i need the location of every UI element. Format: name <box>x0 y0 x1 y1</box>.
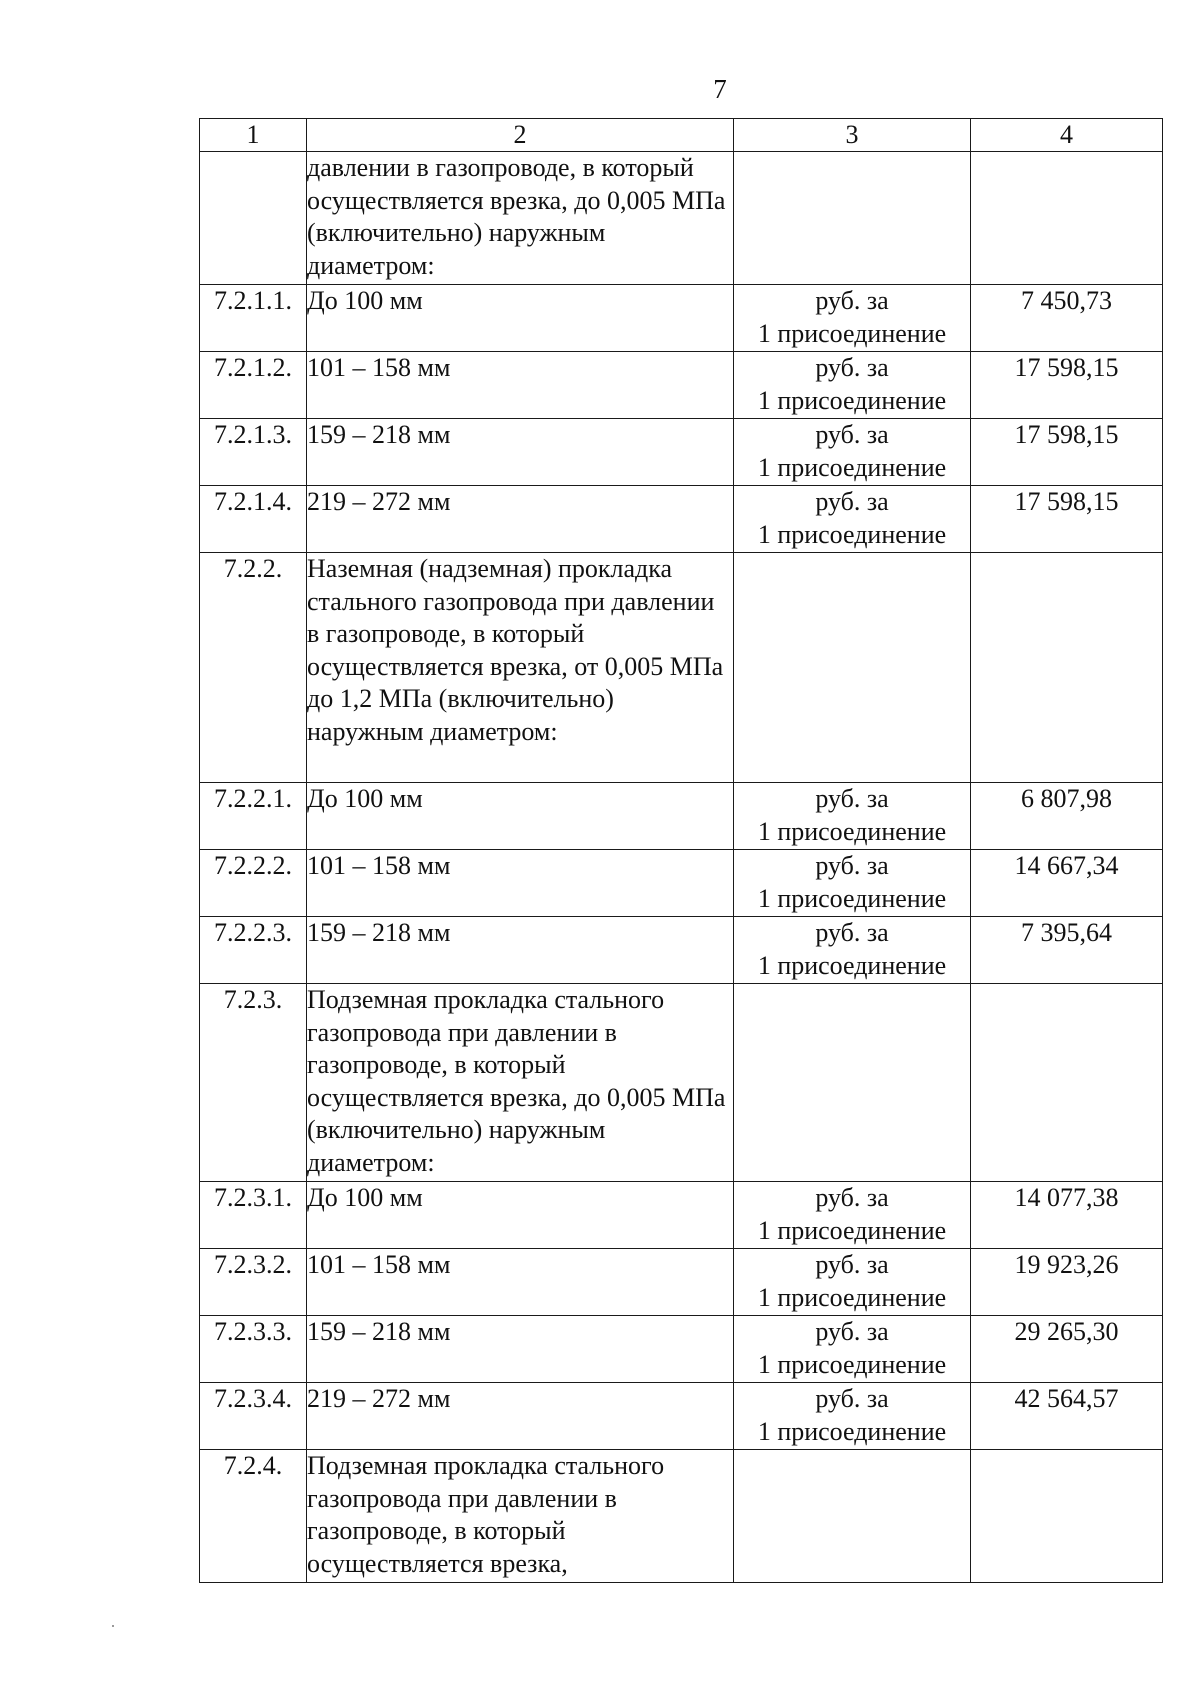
item-value: 7 450,73 <box>971 285 1163 352</box>
unit-line-2: 1 присоединение <box>757 1416 947 1446</box>
item-value <box>971 152 1163 285</box>
item-description: До 100 мм <box>307 1182 734 1249</box>
item-number: 7.2.2.3. <box>200 917 307 984</box>
item-description: 159 – 218 мм <box>307 917 734 984</box>
item-value: 29 265,30 <box>971 1316 1163 1383</box>
unit-line-1: руб. за <box>815 1183 889 1212</box>
unit-line-2: 1 присоединение <box>757 816 947 846</box>
unit-line-2: 1 присоединение <box>757 883 947 913</box>
item-value: 42 564,57 <box>971 1383 1163 1450</box>
item-description: 101 – 158 мм <box>307 352 734 419</box>
item-number: 7.2.3.2. <box>200 1249 307 1316</box>
column-header-3: 3 <box>734 119 971 152</box>
table-row <box>200 917 1163 984</box>
item-value <box>971 984 1163 1182</box>
item-unit <box>734 850 971 917</box>
item-value: 17 598,15 <box>971 419 1163 486</box>
table-row <box>200 984 1163 1182</box>
item-value <box>971 1450 1163 1583</box>
table-row <box>200 419 1163 486</box>
item-value: 19 923,26 <box>971 1249 1163 1316</box>
table-row <box>200 1316 1163 1383</box>
unit-line-1: руб. за <box>815 918 889 947</box>
unit-line-2: 1 присоединение <box>757 1215 947 1245</box>
table-row <box>200 285 1163 352</box>
table-row <box>200 553 1163 783</box>
item-value <box>971 553 1163 783</box>
unit-line-1: руб. за <box>815 1317 889 1346</box>
item-unit <box>734 285 971 352</box>
unit-line-2: 1 присоединение <box>757 950 947 980</box>
item-unit <box>734 917 971 984</box>
item-description: До 100 мм <box>307 783 734 850</box>
item-unit <box>734 1316 971 1383</box>
item-unit <box>734 783 971 850</box>
table-row <box>200 1450 1163 1583</box>
unit-line-2: 1 присоединение <box>757 1349 947 1379</box>
item-description: 159 – 218 мм <box>307 419 734 486</box>
item-unit <box>734 1450 971 1583</box>
item-description: 101 – 158 мм <box>307 850 734 917</box>
item-number: 7.2.2. <box>200 553 307 783</box>
item-value: 17 598,15 <box>971 352 1163 419</box>
item-value: 14 077,38 <box>971 1182 1163 1249</box>
unit-line-1: руб. за <box>815 851 889 880</box>
unit-line-2: 1 присоединение <box>757 1282 947 1312</box>
item-number: 7.2.3. <box>200 984 307 1182</box>
item-description: 101 – 158 мм <box>307 1249 734 1316</box>
unit-line-1: руб. за <box>815 286 889 315</box>
item-unit <box>734 352 971 419</box>
item-number: 7.2.1.3. <box>200 419 307 486</box>
item-description: 219 – 272 мм <box>307 1383 734 1450</box>
item-value: 7 395,64 <box>971 917 1163 984</box>
unit-line-2: 1 присоединение <box>757 318 947 348</box>
item-description: Подземная прокладка стального газопровода при давлении в газопроводе, в который осуществляется врезка, <box>307 1450 734 1583</box>
unit-line-1: руб. за <box>815 784 889 813</box>
unit-line-1: руб. за <box>815 487 889 516</box>
item-number: 7.2.1.4. <box>200 486 307 553</box>
page-number: 7 <box>713 74 727 104</box>
item-unit <box>734 553 971 783</box>
item-value: 14 667,34 <box>971 850 1163 917</box>
item-description: 159 – 218 мм <box>307 1316 734 1383</box>
table-row <box>200 152 1163 285</box>
scan-speck <box>112 1625 114 1627</box>
item-description: Подземная прокладка стального газопровода при давлении в газопроводе, в который осуществляется врезка, до 0,005 МПа (включительно) наружным диаметром: <box>307 984 734 1182</box>
item-description: Наземная (надземная) прокладка стального газопровода при давлении в газопроводе, в который осуществляется врезка, от 0,005 МПа до 1,2 МПа (включительно) наружным диаметром: <box>307 553 734 783</box>
item-description: 219 – 272 мм <box>307 486 734 553</box>
unit-line-2: 1 присоединение <box>757 385 947 415</box>
item-number: 7.2.1.1. <box>200 285 307 352</box>
unit-line-1: руб. за <box>815 1384 889 1413</box>
column-header-2: 2 <box>307 119 734 152</box>
unit-line-1: руб. за <box>815 1250 889 1279</box>
table-row <box>200 1383 1163 1450</box>
unit-line-2: 1 присоединение <box>757 519 947 549</box>
table-header-row <box>200 119 1163 152</box>
unit-line-2: 1 присоединение <box>757 452 947 482</box>
item-unit <box>734 984 971 1182</box>
item-unit <box>734 1249 971 1316</box>
item-unit <box>734 419 971 486</box>
item-number: 7.2.4. <box>200 1450 307 1583</box>
item-description: давлении в газопроводе, в который осуществляется врезка, до 0,005 МПа (включительно) наружным диаметром: <box>307 152 734 285</box>
item-number: 7.2.3.4. <box>200 1383 307 1450</box>
column-header-4: 4 <box>971 119 1163 152</box>
tariff-table <box>199 118 1163 1583</box>
item-number: 7.2.2.1. <box>200 783 307 850</box>
column-header-1: 1 <box>200 119 307 152</box>
item-unit <box>734 1182 971 1249</box>
table-row <box>200 1249 1163 1316</box>
unit-line-1: руб. за <box>815 420 889 449</box>
item-unit <box>734 1383 971 1450</box>
table-row <box>200 783 1163 850</box>
item-number <box>200 152 307 285</box>
item-number: 7.2.2.2. <box>200 850 307 917</box>
item-description: До 100 мм <box>307 285 734 352</box>
item-unit <box>734 152 971 285</box>
table-row <box>200 352 1163 419</box>
unit-line-1: руб. за <box>815 353 889 382</box>
table-row <box>200 1182 1163 1249</box>
item-number: 7.2.1.2. <box>200 352 307 419</box>
item-value: 17 598,15 <box>971 486 1163 553</box>
item-number: 7.2.3.1. <box>200 1182 307 1249</box>
item-value: 6 807,98 <box>971 783 1163 850</box>
item-unit <box>734 486 971 553</box>
table-row <box>200 850 1163 917</box>
item-number: 7.2.3.3. <box>200 1316 307 1383</box>
table-row <box>200 486 1163 553</box>
